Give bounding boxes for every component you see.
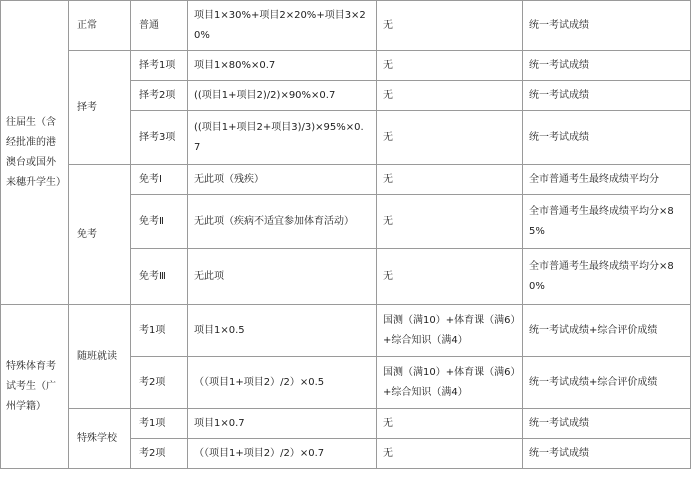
sub-item: 择考2项: [131, 81, 188, 111]
category-special: 特殊体育考试考生（广州学籍）: [1, 305, 69, 469]
sub-item: 免考Ⅰ: [131, 165, 188, 195]
formula-cell: 无此项（疾病不适宜参加体育活动）: [188, 195, 377, 249]
formula-cell: 项目1×30%+项目2×20%+项目3×20%: [188, 1, 377, 51]
formula-cell: 项目1×80%×0.7: [188, 51, 377, 81]
mode-exempt: 免考: [69, 165, 131, 305]
sub-item: 择考3项: [131, 111, 188, 165]
table-row: [1, 1, 691, 51]
sub-item: 考1项: [131, 409, 188, 439]
sub-item: 考2项: [131, 439, 188, 469]
other-cell: 国测（满10）+体育课（满6）+综合知识（满4）: [377, 305, 523, 357]
other-cell: 无: [377, 439, 523, 469]
sub-item: 免考Ⅱ: [131, 195, 188, 249]
formula-cell: （（项目1+项目2）/2）×0.7: [188, 439, 377, 469]
mode-normal: 正常: [69, 1, 131, 51]
formula-cell: 项目1×0.5: [188, 305, 377, 357]
table-row: [1, 305, 691, 357]
mode-select: 择考: [69, 51, 131, 165]
formula-cell: （（项目1+项目2）/2）×0.5: [188, 357, 377, 409]
other-cell: 无: [377, 1, 523, 51]
mode-follow-class: 随班就读: [69, 305, 131, 409]
culture-cell: 统一考试成绩: [523, 111, 691, 165]
culture-cell: 全市普通考生最终成绩平均分×85%: [523, 195, 691, 249]
sub-item: 考2项: [131, 357, 188, 409]
culture-cell: 统一考试成绩: [523, 1, 691, 51]
category-resident: 往届生（含经批准的港澳台或国外来穗升学生）: [1, 1, 69, 305]
table-row: [1, 51, 691, 81]
culture-cell: 全市普通考生最终成绩平均分×80%: [523, 249, 691, 305]
culture-cell: 统一考试成绩: [523, 81, 691, 111]
table-row: [1, 165, 691, 195]
other-cell: 无: [377, 165, 523, 195]
sub-item: 普通: [131, 1, 188, 51]
mode-special-school: 特殊学校: [69, 409, 131, 469]
sub-item: 考1项: [131, 305, 188, 357]
other-cell: 无: [377, 51, 523, 81]
other-cell: 无: [377, 195, 523, 249]
sub-item: 免考Ⅲ: [131, 249, 188, 305]
culture-cell: 统一考试成绩: [523, 409, 691, 439]
other-cell: 无: [377, 111, 523, 165]
other-cell: 国测（满10）+体育课（满6）+综合知识（满4）: [377, 357, 523, 409]
sub-item: 择考1项: [131, 51, 188, 81]
other-cell: 无: [377, 81, 523, 111]
culture-cell: 统一考试成绩+综合评价成绩: [523, 357, 691, 409]
other-cell: 无: [377, 409, 523, 439]
formula-cell: 项目1×0.7: [188, 409, 377, 439]
formula-cell: ((项目1+项目2+项目3)/3)×95%×0.7: [188, 111, 377, 165]
formula-cell: ((项目1+项目2)/2)×90%×0.7: [188, 81, 377, 111]
culture-cell: 统一考试成绩+综合评价成绩: [523, 305, 691, 357]
formula-cell: 无此项: [188, 249, 377, 305]
formula-cell: 无此项（残疾）: [188, 165, 377, 195]
table-row: [1, 409, 691, 439]
culture-cell: 全市普通考生最终成绩平均分: [523, 165, 691, 195]
other-cell: 无: [377, 249, 523, 305]
culture-cell: 统一考试成绩: [523, 51, 691, 81]
culture-cell: 统一考试成绩: [523, 439, 691, 469]
